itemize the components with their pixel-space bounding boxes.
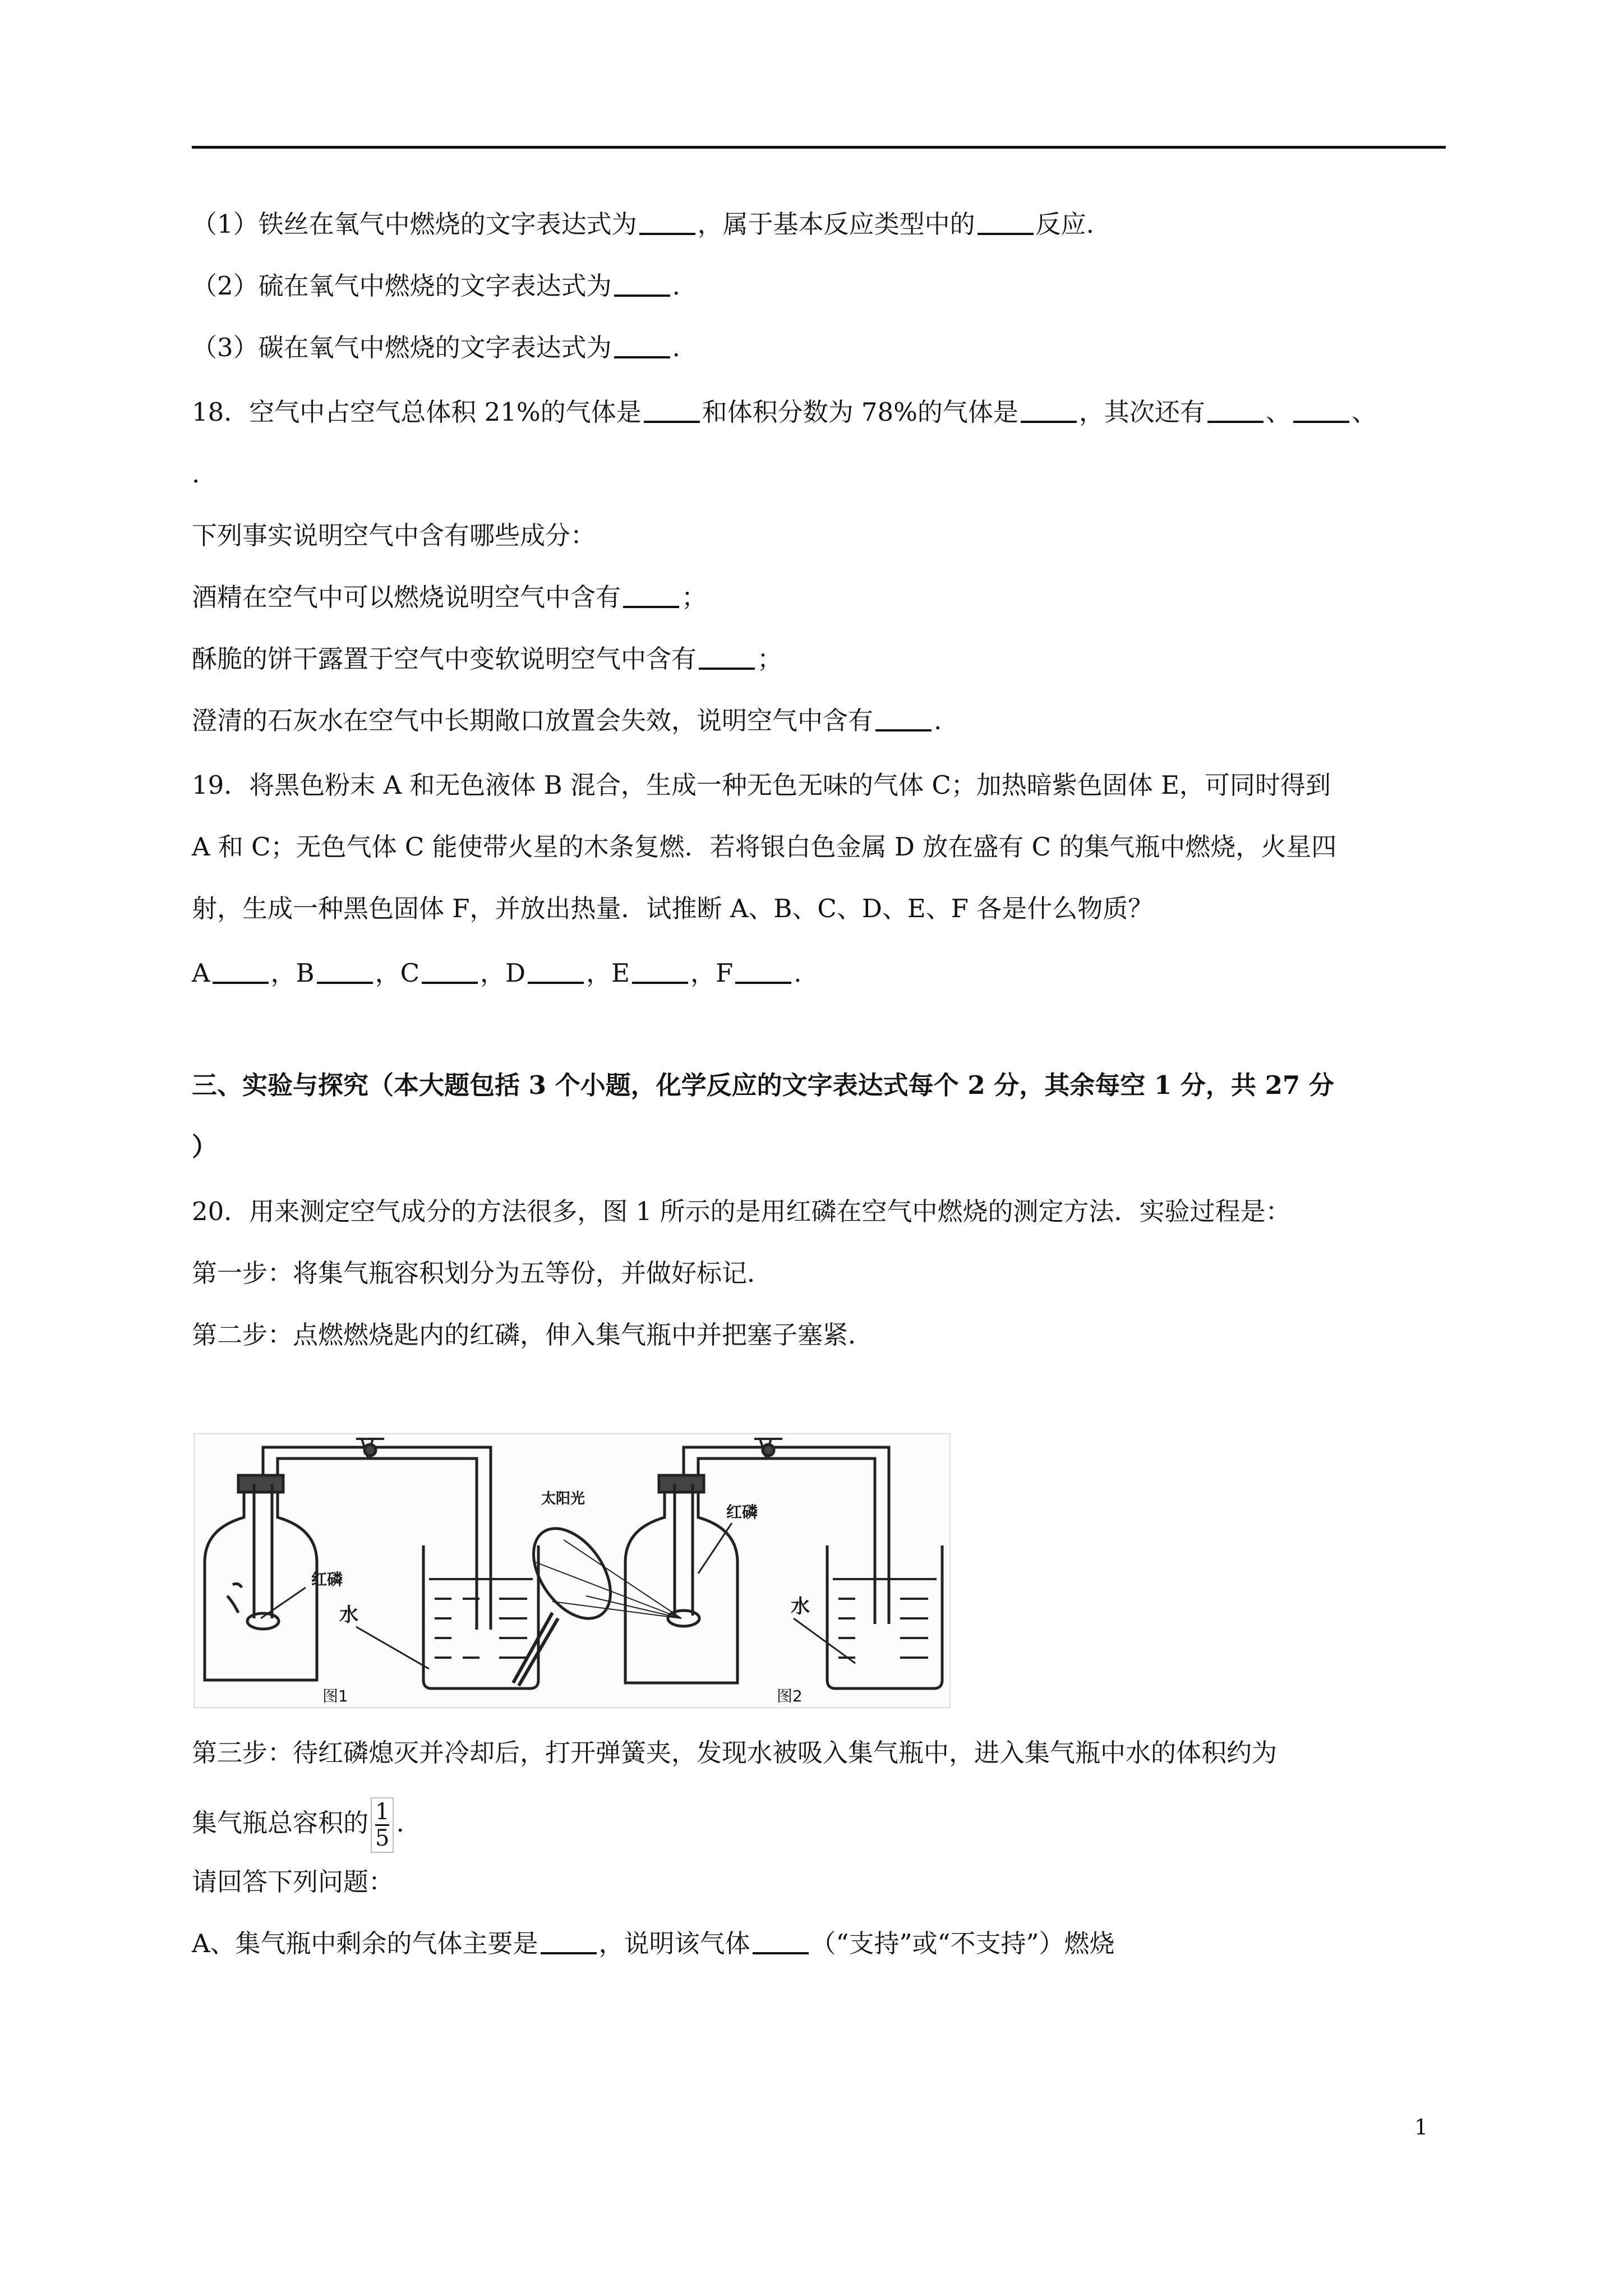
answer-blank[interactable] xyxy=(614,270,670,297)
answer-blank[interactable] xyxy=(735,957,791,984)
q18-intro xyxy=(192,519,596,553)
apparatus-figure xyxy=(193,1433,951,1708)
q20-step-2-text: 第二步：点燃燃烧匙内的红磷，伸入集气瓶中并把塞子塞紧． xyxy=(192,1320,874,1350)
answer-blank[interactable] xyxy=(528,957,584,984)
answer-blank[interactable] xyxy=(623,581,679,608)
section-3-heading xyxy=(192,1069,1334,1102)
q20-step-1-text: 第一步：将集气瓶容积划分为五等份，并做好标记． xyxy=(192,1258,773,1288)
q20-a-text-c: （“支持”或“不支持”）燃烧 xyxy=(810,1929,1115,1958)
q20-step-3 xyxy=(192,1736,1277,1770)
q20-step-3b-end: . xyxy=(396,1808,404,1838)
q17-3-end: . xyxy=(672,333,680,362)
fig2-label-water: 水 xyxy=(791,1595,810,1618)
fraction-denominator: 5 xyxy=(375,1825,390,1851)
q18-line-dot xyxy=(192,457,200,491)
fig2-label-sunlight: 太阳光 xyxy=(541,1490,585,1507)
answer-blank[interactable] xyxy=(644,396,700,423)
q20-question-a xyxy=(192,1927,1115,1961)
fig1-caption: 图1 xyxy=(322,1687,348,1705)
q18-biscuit xyxy=(192,642,782,676)
q18-lime-end: . xyxy=(934,706,942,735)
q19-label-a: A xyxy=(192,958,210,988)
q20-intro-text: 20．用来测定空气成分的方法很多，图 1 所示的是用红磷在空气中燃烧的测定方法．实验过程是： xyxy=(192,1197,1291,1226)
q18-text-a: 18．空气中占空气总体积 21%的气体是 xyxy=(192,397,642,427)
q20-prompt xyxy=(192,1865,394,1899)
q18-text-c: ，其次还有 xyxy=(1078,397,1205,427)
header-rule xyxy=(192,146,1446,149)
answer-blank[interactable] xyxy=(639,208,695,235)
q17-1-text: （1）铁丝在氧气中燃烧的文字表达式为 xyxy=(192,209,637,239)
q19-answers xyxy=(192,956,802,990)
answer-blank[interactable] xyxy=(699,643,755,670)
q19-label-d: ，D xyxy=(480,958,526,988)
q20-step-3-text: 第三步：待红磷熄灭并冷却后，打开弹簧夹，发现水被吸入集气瓶中，进入集气瓶中水的体积约为 xyxy=(192,1738,1278,1768)
q20-step-3b-text: 集气瓶总容积的 xyxy=(192,1808,369,1838)
q18-biscuit-text: 酥脆的饼干露置于空气中变软说明空气中含有 xyxy=(192,644,697,674)
answer-blank[interactable] xyxy=(213,957,269,984)
answer-blank[interactable] xyxy=(978,208,1034,235)
fig2-caption: 图2 xyxy=(777,1687,803,1705)
q18-dot: . xyxy=(192,459,200,489)
answer-blank[interactable] xyxy=(753,1927,809,1954)
q17-2-end: . xyxy=(672,271,680,301)
fig1-label-water: 水 xyxy=(339,1604,358,1626)
q18-alcohol-end: ； xyxy=(681,582,707,612)
q20-step-1 xyxy=(192,1257,772,1290)
q18-biscuit-end: ； xyxy=(757,644,783,674)
q17-line-2 xyxy=(192,269,680,303)
q20-prompt-text: 请回答下列问题： xyxy=(192,1867,394,1897)
q19-text-2: A 和 C；无色气体 C 能使带火星的木条复燃．若将银白色金属 D 放在盛有 C 的集气瓶中燃烧，火星四 xyxy=(192,832,1337,862)
q20-step-2 xyxy=(192,1318,873,1352)
q19-line-2 xyxy=(192,830,1336,864)
q18-lime xyxy=(192,704,942,738)
answer-blank[interactable] xyxy=(422,957,478,984)
q18-text-b: 和体积分数为 78%的气体是 xyxy=(702,397,1018,427)
q19-label-c: ，C xyxy=(375,958,420,988)
answer-blank[interactable] xyxy=(614,332,670,358)
answer-blank[interactable] xyxy=(875,705,932,731)
q19-end: . xyxy=(794,958,802,988)
fraction-numerator: 1 xyxy=(375,1799,390,1825)
q17-3-text: （3）碳在氧气中燃烧的文字表达式为 xyxy=(192,333,612,362)
q17-1-text-b: ，属于基本反应类型中的 xyxy=(697,209,975,239)
q20-a-text: A、集气瓶中剩余的气体主要是 xyxy=(192,1929,538,1958)
q18-alcohol-text: 酒精在空气中可以燃烧说明空气中含有 xyxy=(192,582,621,612)
q20-a-text-b: ，说明该气体 xyxy=(598,1929,750,1958)
q19-label-b: ，B xyxy=(270,958,315,988)
q17-1-text-c: 反应. xyxy=(1035,209,1094,239)
answer-blank[interactable] xyxy=(1021,396,1077,423)
q18-intro-text: 下列事实说明空气中含有哪些成分： xyxy=(192,521,596,550)
section-3-close xyxy=(192,1130,217,1164)
q19-text-1: 19．将黑色粉末 A 和无色液体 B 混合，生成一种无色无味的气体 C；加热暗紫色固体 E，可同时得到 xyxy=(192,770,1331,800)
section-3-title: 三、实验与探究（本大题包括 3 个小题，化学反应的文字表达式每个 2 分，其余每空 1 分，共 27 分 xyxy=(192,1070,1334,1100)
q18-sep-1: 、 xyxy=(1265,397,1291,427)
fig1-label-phosphorus: 红磷 xyxy=(311,1570,343,1589)
q19-label-f: ，F xyxy=(690,958,734,988)
answer-blank[interactable] xyxy=(632,957,688,984)
q17-line-3 xyxy=(192,331,680,365)
q19-label-e: ，E xyxy=(586,958,630,988)
fig2-label-phosphorus: 红磷 xyxy=(726,1503,758,1521)
q17-line-1 xyxy=(192,208,1094,241)
page-number: 1 xyxy=(1414,2115,1428,2139)
q19-text-3: 射，生成一种黑色固体 F，并放出热量．试推断 A、B、C、D、E、F 各是什么物质？ xyxy=(192,894,1154,923)
answer-blank[interactable] xyxy=(541,1927,597,1954)
q18-sep-2: 、 xyxy=(1351,397,1377,427)
answer-blank[interactable] xyxy=(317,957,373,984)
q19-line-3 xyxy=(192,892,1153,926)
stopper-1 xyxy=(238,1475,283,1492)
section-3-close-paren: ） xyxy=(192,1132,218,1162)
q20-step-3b xyxy=(192,1792,404,1854)
answer-blank[interactable] xyxy=(1207,396,1264,423)
q18-lime-text: 澄清的石灰水在空气中长期敞口放置会失效，说明空气中含有 xyxy=(192,706,874,735)
stopper-2 xyxy=(659,1475,704,1492)
q17-2-text: （2）硫在氧气中燃烧的文字表达式为 xyxy=(192,271,612,301)
q19-line-1 xyxy=(192,769,1331,802)
q18-alcohol xyxy=(192,581,707,614)
q20-intro xyxy=(192,1195,1291,1228)
answer-blank[interactable] xyxy=(1293,396,1349,423)
fraction-one-fifth xyxy=(371,1797,394,1853)
q18-line-1 xyxy=(192,395,1377,429)
